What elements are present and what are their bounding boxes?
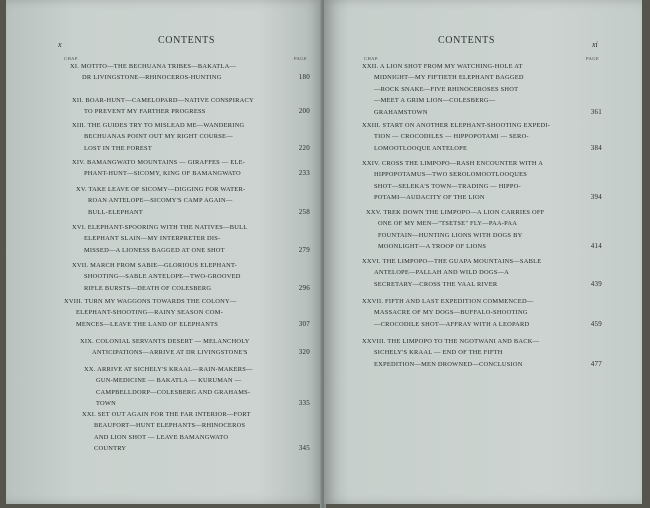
page-number: 361	[590, 107, 602, 116]
toc-line: XV. TAKE LEAVE OF SICOMY—DIGGING FOR WATER-	[76, 186, 246, 193]
toc-entry-xxviii	[362, 336, 602, 370]
toc-entry-xxii	[362, 61, 602, 118]
toc-line: XI. MOTITO—THE BECHUANA TRIBES—BAKATLA—	[70, 63, 237, 70]
toc-entry-xii	[72, 95, 310, 118]
toc-line: XVI. ELEPHANT-SPOORING WITH THE NATIVES—BULL	[72, 224, 248, 231]
toc-line: XVII. MARCH FROM SABIE—GLORIOUS ELEPHANT-	[72, 262, 237, 269]
toc-line: RIFLE BURSTS—DEATH OF COLESBERG	[84, 284, 212, 292]
toc-line: LOMOOTLOOQUE ANTELOPE	[374, 144, 468, 152]
toc-line: XXVIII. THE LIMPOPO TO THE NGOTWANI AND BACK—	[362, 338, 540, 345]
toc-line: MIDNIGHT—MY FIFTIETH ELEPHANT BAGGED	[374, 74, 524, 82]
toc-line: ELEPHANT-SHOOTING—RAINY SEASON COM-	[76, 309, 224, 317]
toc-line: MASSACRE OF MY DOGS—BUFFALO-SHOOTING	[374, 309, 528, 317]
page-number: 307	[298, 319, 310, 328]
right-page	[324, 0, 642, 504]
page-number: 477	[590, 359, 602, 368]
toc-entry-xi	[70, 61, 310, 84]
toc-line: BECHUANAS POINT OUT MY RIGHT COURSE—	[84, 133, 233, 141]
right-folio: xi	[592, 40, 598, 49]
toc-line: FOUNTAIN—HUNTING LIONS WITH DOGS BY	[378, 231, 523, 239]
toc-line: XXV. TREK DOWN THE LIMPOPO—A LION CARRIES OFF	[366, 209, 545, 216]
page-number: 180	[298, 73, 310, 82]
toc-line: XXII. A LION SHOT FROM MY WATCHING-HOLE AT	[362, 63, 523, 70]
toc-line: —ROCK SNAKE—FIVE RHINOCEROSES SHOT	[374, 85, 519, 93]
right-chap-label: CHAP.	[364, 56, 379, 61]
toc-line: HIPPOPOTAMUS—TWO SEROLOMOOTLOOQUES	[374, 171, 528, 179]
page-number: 258	[298, 207, 310, 216]
toc-line: CAMPBELLDORP—COLESBERG AND GRAHAMS-	[96, 388, 251, 396]
toc-entry-xxiv	[362, 158, 602, 204]
toc-entry-xviii	[64, 296, 310, 330]
page-number: 320	[298, 348, 310, 357]
toc-line: ANTICIPATIONS—ARRIVE AT DR LIVINGSTONE'S	[92, 349, 248, 357]
toc-entry-xiii	[72, 120, 310, 154]
toc-line: —CROCODILE SHOT—AFFRAY WITH A LEOPARD	[374, 320, 530, 328]
toc-line: DR LIVINGSTONE—RHINOCEROS-HUNTING	[82, 74, 222, 82]
right-page-label: PAGE	[586, 56, 600, 61]
toc-line: COUNTRY	[94, 445, 127, 453]
toc-line: XXI. SET OUT AGAIN FOR THE FAR INTERIOR—FORT	[82, 411, 251, 418]
toc-entry-xxi	[82, 409, 310, 455]
toc-entry-xvii	[72, 260, 310, 294]
page-number: 220	[298, 143, 310, 152]
toc-line: TION — CROCODILES — HIPPOPOTAMI — SERO-	[374, 133, 529, 141]
page-number: 335	[298, 399, 310, 408]
toc-line: XVIII. TURN MY WAGGONS TOWARDS THE COLONY—	[64, 298, 237, 305]
toc-line: GUN-MEDICINE — BAKATLA — KURUMAN —	[96, 377, 242, 385]
page-number: 345	[298, 444, 310, 453]
toc-line: PHANT-HUNT—SICOMY, KING OF BAMANGWATO	[84, 170, 241, 178]
toc-line: XIX. COLONIAL SERVANTS DESERT — MELANCHOLY	[80, 338, 250, 345]
toc-line: XXIV. CROSS THE LIMPOPO—RASH ENCOUNTER WITH A	[362, 160, 544, 167]
toc-entry-xx	[84, 364, 310, 410]
toc-entry-xxiii	[362, 120, 602, 154]
page-number: 394	[590, 193, 602, 202]
toc-entry-xvi	[72, 222, 310, 256]
toc-line: —MEET A GRIM LION—COLESBERG—	[374, 97, 496, 105]
toc-entry-xv	[76, 184, 310, 218]
toc-line: SECRETARY—CROSS THE VAAL RIVER	[374, 280, 498, 288]
toc-line: ONE OF MY MEN—"TSETSE" FLY—PAA-PAA	[378, 220, 518, 228]
toc-line: SHOT—SELEKA'S TOWN—TRADING — HIPPO-	[374, 182, 521, 190]
page-number: 279	[298, 245, 310, 254]
right-running-head: CONTENTS	[438, 35, 496, 46]
left-folio: x	[58, 40, 62, 49]
page-number: 459	[590, 319, 602, 328]
toc-line: XX. ARRIVE AT SICHELY'S KRAAL—RAIN-MAKERS—	[84, 366, 253, 373]
toc-line: XIV. BAMANGWATO MOUNTAINS — GIRAFFES — ELE-	[72, 159, 246, 166]
toc-line: BEAUFORT—HUNT ELEPHANTS—RHINOCEROS	[94, 422, 246, 430]
left-page	[6, 0, 322, 504]
toc-line: XXVII. FIFTH AND LAST EXPEDITION COMMENCED—	[362, 298, 534, 305]
toc-entry-xxvii	[362, 296, 602, 330]
left-chap-label: CHAP.	[64, 56, 79, 61]
page-number: 200	[298, 107, 310, 116]
left-running-head: CONTENTS	[158, 35, 216, 46]
page-number: 233	[298, 169, 310, 178]
toc-line: SICHELY'S KRAAL — END OF THE FIFTH	[374, 349, 503, 357]
toc-line: LOST IN THE FOREST	[84, 144, 152, 152]
page-number: 414	[590, 242, 602, 251]
toc-line: ROAN ANTELOPE—SICOMY'S CAMP AGAIN—	[88, 197, 233, 205]
toc-line: XIII. THE GUIDES TRY TO MISLEAD ME—WANDERING	[72, 122, 245, 129]
toc-line: XXIII. START ON ANOTHER ELEPHANT-SHOOTING EXPEDI-	[362, 122, 551, 129]
toc-line: ELEPHANT SLAIN—MY INTERPRETER DIS-	[84, 235, 221, 243]
toc-line: XXVI. THE LIMPOPO—THE GUAPA MOUNTAINS—SABLE	[362, 258, 542, 265]
toc-line: AND LION SHOT — LEAVE BAMANGWATO	[94, 433, 229, 441]
toc-line: TOWN	[96, 400, 117, 408]
toc-line: GRAHAMSTOWN	[374, 108, 428, 116]
toc-line: SHOOTING—SABLE ANTELOPE—TWO-GROOVED	[84, 273, 241, 281]
page-number: 384	[590, 143, 602, 152]
left-page-label: PAGE	[294, 56, 308, 61]
toc-line: TO PREVENT MY FARTHER PROGRESS	[84, 108, 206, 116]
page-number: 439	[590, 279, 602, 288]
toc-line: MISSED—A LIONESS BAGGED AT ONE SHOT	[84, 246, 225, 254]
toc-line: MOONLIGHT—A TROOP OF LIONS	[378, 243, 487, 251]
toc-entry-xiv	[72, 157, 310, 180]
toc-line: EXPEDITION—MEN DROWNED—CONCLUSION	[374, 360, 523, 368]
toc-entry-xix	[80, 336, 310, 359]
toc-line: BULL-ELEPHANT	[88, 208, 144, 216]
toc-entry-xxv	[366, 207, 602, 253]
toc-line: ANTELOPE—PALLAH AND WILD DOGS—A	[374, 269, 510, 277]
page-number: 296	[298, 283, 310, 292]
toc-line: XII. BOAR-HUNT—CAMELOPARD—NATIVE CONSPIRACY	[72, 97, 254, 104]
toc-line: MENCES—LEAVE THE LAND OF ELEPHANTS	[76, 320, 219, 328]
toc-line: POTAMI—AUDACITY OF THE LION	[374, 194, 485, 202]
toc-entry-xxvi	[362, 256, 602, 290]
